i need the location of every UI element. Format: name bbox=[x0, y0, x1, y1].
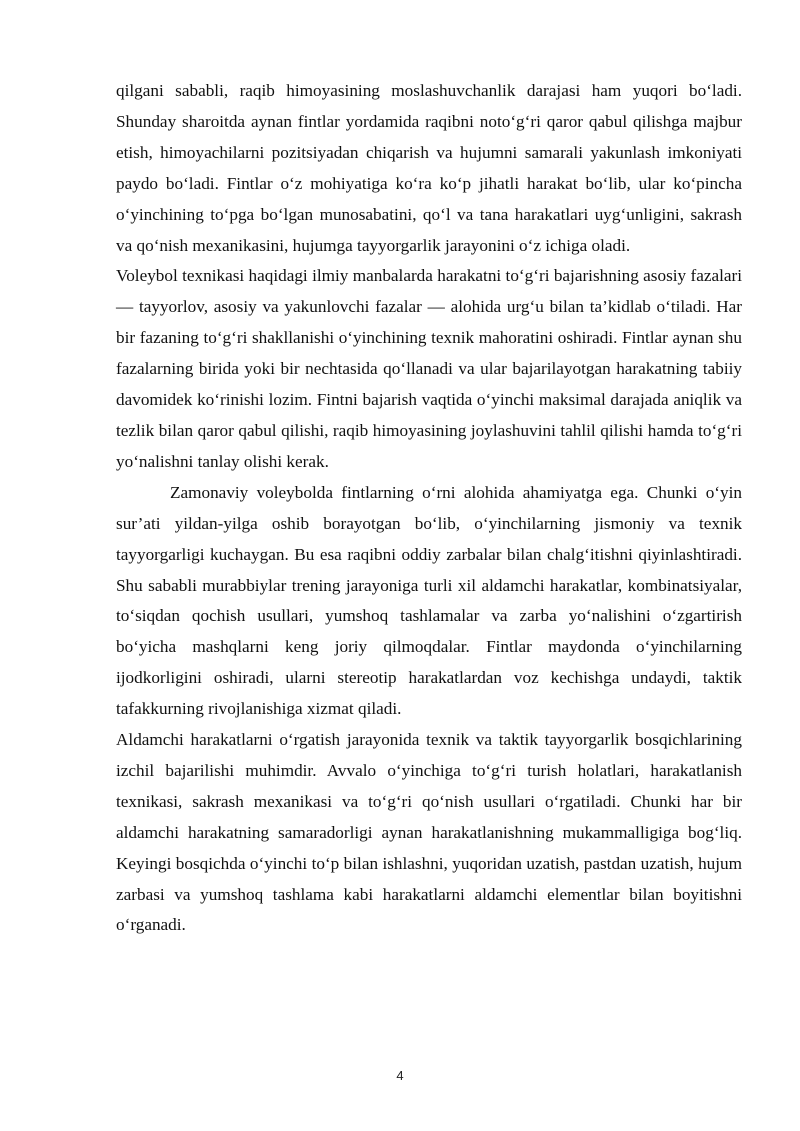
paragraph-3: Zamonaviy voleybolda fintlarning o‘rni alohida ahamiyatga ega. Chunki o‘yin sur’ati yildan-yilga oshib borayotgan bo‘lib, o‘yinchilarning jismoniy va texnik tayyorgarligi kuchaygan. Bu esa raqibni oddiy zarbalar bilan chalg‘itishni qiyinlashtiradi. Shu sababli murabbiylar trening jarayoniga turli xil aldamchi harakatlar, kombinatsiyalar, to‘siqdan qochish usullari, yumshoq tashlamalar va zarba yo‘nalishini o‘zgartirish bo‘yicha mashqlarni keng joriy qilmoqdalar. Fintlar maydonda o‘yinchilarning ijodkorligini oshiradi, ularni stereotip harakatlardan voz kechishga undaydi, taktik tafakkurning rivojlanishiga xizmat qiladi. bbox=[116, 482, 742, 719]
paragraph-2: Voleybol texnikasi haqidagi ilmiy manbalarda harakatni to‘g‘ri bajarishning asosiy fazalari — tayyorlov, asosiy va yakunlovchi fazalar — alohida urg‘u bilan ta’kidlab o‘tiladi. Har bir fazaning to‘g‘ri shakllanishi o‘yinchining texnik mahoratini oshiradi. Fintlar aynan shu fazalarning birida yoki bir nechtasida qo‘llanadi va ular bajarilayotgan harakatning tabiiy davomidek ko‘rinishi lozim. Fintni bajarish vaqtida o‘yinchi maksimal darajada aniqlik va tezlik bilan qaror qabul qilishi, raqib himoyasining joylashuvini tahlil qilishi hamda to‘g‘ri yo‘nalishni tanlay olishi kerak. bbox=[116, 266, 742, 471]
paragraph-1: qilgani sababli, raqib himoyasining moslashuvchanlik darajasi ham yuqori bo‘ladi. Shunday sharoitda aynan fintlar yordamida raqibni noto‘g‘ri qaror qabul qilishga majbur etish, himoyachilarni pozitsiyadan chiqarish va hujumni samarali yakunlash imkoniyati paydo bo‘ladi. Fintlar o‘z mohiyatiga ko‘ra ko‘p jihatli harakat bo‘lib, ular ko‘pincha o‘yinchining to‘pga bo‘lgan munosabatini, qo‘l va tana harakatlari uyg‘unligini, sakrash va qo‘nish mexanikasini, hujumga tayyorgarlik jarayonini o‘z ichiga oladi. bbox=[116, 81, 742, 255]
body-text bbox=[116, 76, 742, 941]
paragraph-4: Aldamchi harakatlarni o‘rgatish jarayonida texnik va taktik tayyorgarlik bosqichlarining izchil bajarilishi muhimdir. Avvalo o‘yinchiga to‘g‘ri turish holatlari, harakatlanish texnikasi, sakrash mexanikasi va to‘g‘ri qo‘nish usullari o‘rgatiladi. Chunki har bir aldamchi harakatning samaradorligi aynan harakatlanishning mukammalligiga bog‘liq. Keyingi bosqichda o‘yinchi to‘p bilan ishlashni, yuqoridan uzatish, pastdan uzatish, hujum zarbasi va yumshoq tashlama kabi harakatlarni aldamchi elementlar bilan boyitishni o‘rganadi. bbox=[116, 730, 742, 935]
page-number: 4 bbox=[396, 1068, 404, 1083]
